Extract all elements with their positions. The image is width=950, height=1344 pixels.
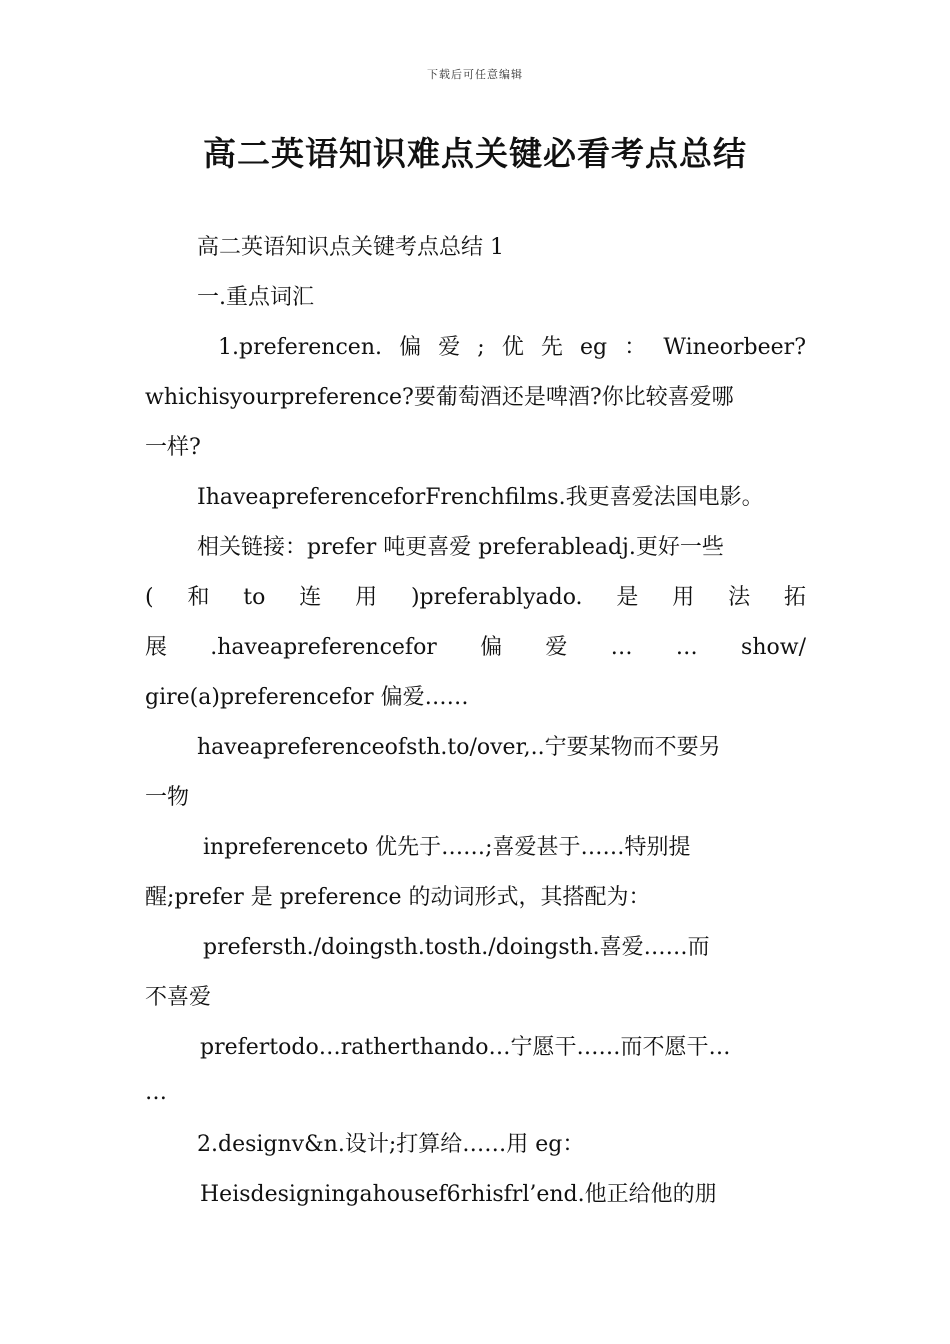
- paragraph-example-french-films: IhaveapreferenceforFrenchfilms.我更喜爱法国电影。: [197, 485, 764, 510]
- text-fragment: Wineorbeer?: [663, 335, 806, 360]
- paragraph-preference-of-line-2: 一物: [145, 785, 190, 810]
- text-fragment: to: [243, 585, 266, 610]
- text-fragment: eg: [580, 335, 608, 360]
- text-fragment: 优: [501, 335, 524, 360]
- paragraph-related-links-line-4: gire(a)preferencefor 偏爱……: [145, 685, 469, 710]
- text-fragment: 1.preferencen.: [218, 335, 382, 360]
- text-fragment: ;: [477, 335, 485, 360]
- text-fragment: …: [610, 635, 633, 660]
- paragraph-preference-line-1: [218, 333, 806, 363]
- paragraph-prefer-sth-line-2: 不喜爱: [145, 985, 212, 1010]
- paragraph-in-preference-to-line-1: inpreferenceto 优先于……;喜爱甚于……特别提: [203, 835, 691, 860]
- text-fragment: 用: [672, 585, 695, 610]
- text-fragment: …: [675, 635, 698, 660]
- section-heading: 高二英语知识点关键考点总结 1: [197, 235, 504, 260]
- text-fragment: 展: [145, 635, 168, 660]
- paragraph-preference-line-2: whichisyourpreference?要葡萄酒还是啤酒?你比较喜爱哪: [145, 385, 734, 410]
- text-fragment: (: [145, 585, 154, 610]
- document-title: 高二英语知识难点关键必看考点总结: [203, 134, 747, 173]
- text-fragment: 和: [187, 585, 210, 610]
- paragraph-prefer-sth-line-1: prefersth./doingsth.tosth./doingsth.喜爱……而: [203, 935, 710, 960]
- text-fragment: 偏: [480, 635, 503, 660]
- paragraph-in-preference-to-line-2: 醒;prefer 是 preference 的动词形式，其搭配为：: [145, 885, 651, 910]
- paragraph-design-example: Heisdesigningahousef6rhisfrl’end.他正给他的朋: [200, 1182, 717, 1207]
- paragraph-prefer-to-do-line-2: …: [145, 1080, 167, 1105]
- text-fragment: 法: [728, 585, 751, 610]
- subheading-key-vocabulary: 一.重点词汇: [197, 285, 314, 310]
- paragraph-related-links-line-3: [145, 633, 806, 663]
- text-fragment: 偏: [399, 335, 422, 360]
- text-fragment: 拓: [783, 585, 806, 610]
- text-fragment: 用: [355, 585, 378, 610]
- text-fragment: 爱: [438, 335, 461, 360]
- paragraph-prefer-to-do-line-1: prefertodo…ratherthando…宁愿干……而不愿干…: [200, 1035, 731, 1060]
- text-fragment: 先: [540, 335, 563, 360]
- text-fragment: 爱: [545, 635, 568, 660]
- text-fragment: )preferablyado.: [410, 585, 583, 610]
- paragraph-related-links-line-2: [145, 583, 806, 613]
- paragraph-related-links-line-1: 相关链接：prefer 吨更喜爱 preferableadj.更好一些: [197, 535, 724, 560]
- paragraph-design-heading: 2.designv&n.设计;打算给……用 eg：: [197, 1132, 585, 1157]
- header-note: 下载后可任意编辑: [427, 68, 523, 81]
- paragraph-preference-of-line-1: haveapreferenceofsth.to/over,..宁要某物而不要另: [197, 735, 721, 760]
- text-fragment: 是: [616, 585, 639, 610]
- text-fragment: 连: [299, 585, 322, 610]
- paragraph-preference-line-3: 一样?: [145, 435, 201, 460]
- text-fragment: ：: [624, 335, 647, 360]
- text-fragment: show/: [741, 635, 806, 660]
- text-fragment: .haveapreferencefor: [210, 635, 437, 660]
